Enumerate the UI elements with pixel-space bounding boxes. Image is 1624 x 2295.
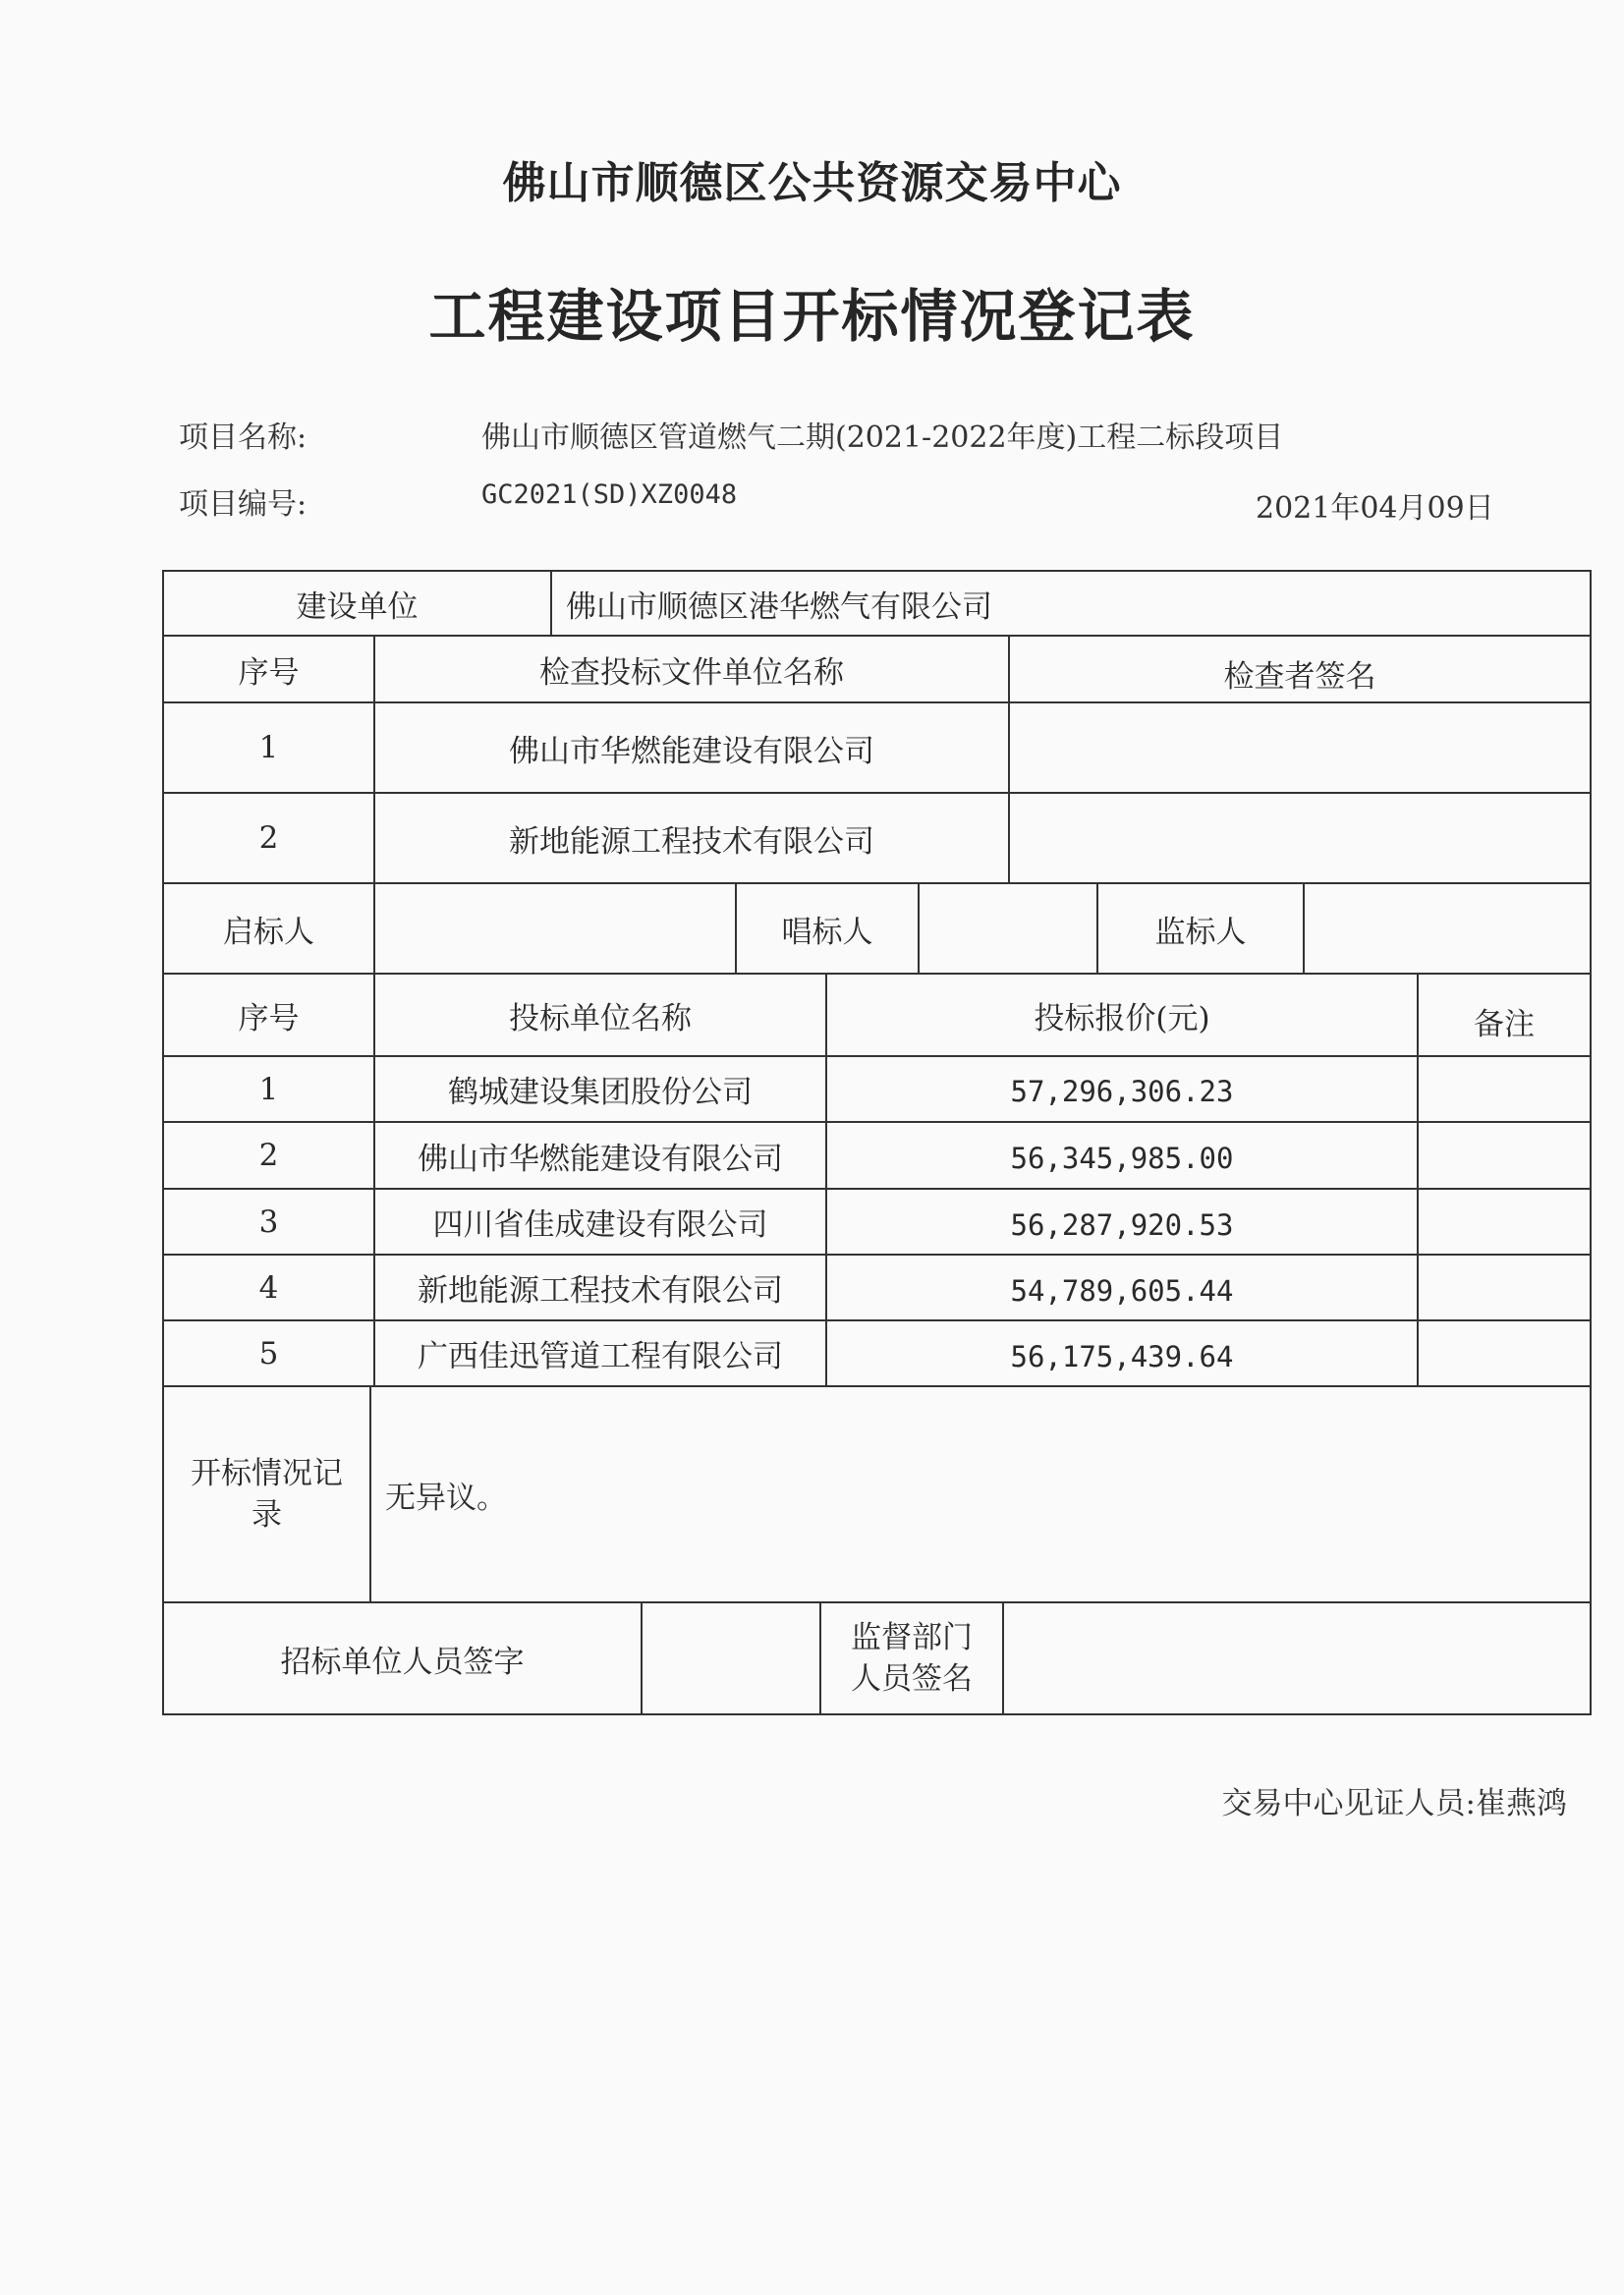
bid-row-price: 57,296,306.23	[1010, 1074, 1234, 1108]
supervisor-label: 监标人	[1154, 914, 1247, 950]
bid-row-price: 56,287,920.53	[1010, 1207, 1234, 1242]
record-value: 无异议。	[385, 1480, 507, 1516]
bid-row-unit: 佛山市华燃能建设有限公司	[418, 1141, 783, 1177]
owner-label: 建设单位	[296, 588, 419, 625]
tenderer-sign-value	[643, 1603, 819, 1713]
bid-row-unit: 广西佳迅管道工程有限公司	[418, 1339, 783, 1374]
organization-title: 佛山市顺德区公共资源交易中心	[502, 158, 1122, 208]
bid-row-price: 56,345,985.00	[1010, 1142, 1234, 1175]
bid-remark-header: 备注	[1474, 1006, 1535, 1042]
announcer-label: 唱标人	[781, 914, 873, 950]
check-row-seq: 2	[258, 820, 279, 856]
check-row-unit: 新地能源工程技术有限公司	[509, 823, 874, 860]
document-title: 工程建设项目开标情况登记表	[428, 283, 1196, 350]
check-unit-header: 检查投标文件单位名称	[539, 654, 844, 691]
project-number: GC2021(SD)XZ0048	[481, 479, 738, 510]
supervision-label-line2: 人员签名	[851, 1661, 973, 1697]
supervision-sign-value	[1004, 1603, 1590, 1713]
bid-row-price: 56,175,439.64	[1010, 1339, 1234, 1373]
project-name-label: 项目名称:	[179, 420, 308, 455]
bid-row-seq: 2	[258, 1138, 279, 1173]
bid-row-seq: 4	[258, 1269, 279, 1306]
project-number-label: 项目编号:	[179, 487, 308, 522]
bid-unit-header: 投标单位名称	[509, 1000, 692, 1036]
opener-value	[375, 884, 735, 973]
bid-row-seq: 3	[258, 1203, 279, 1240]
bid-price-header: 投标报价(元)	[1034, 1000, 1210, 1036]
check-row-unit: 佛山市华燃能建设有限公司	[509, 733, 874, 769]
bid-row-seq: 1	[258, 1071, 279, 1107]
bid-row-price: 54,789,605.44	[1010, 1273, 1234, 1308]
check-row-seq: 1	[258, 730, 279, 765]
bid-row-unit: 四川省佳成建设有限公司	[432, 1207, 768, 1243]
check-row-signature	[1010, 794, 1590, 882]
record-label-line1: 开标情况记	[191, 1456, 343, 1491]
record-label-line2: 录	[252, 1497, 282, 1533]
opener-label: 启标人	[223, 914, 314, 950]
supervision-sign-label	[821, 1603, 1002, 1713]
record-label	[164, 1387, 369, 1601]
supervision-label-line1: 监督部门	[851, 1620, 973, 1655]
bid-row-seq: 5	[258, 1335, 279, 1371]
announcer-value	[920, 884, 1096, 973]
bid-row-unit: 鹤城建设集团股份公司	[448, 1075, 753, 1110]
check-signer-header: 检查者签名	[1223, 658, 1376, 695]
project-name: 佛山市顺德区管道燃气二期(2021-2022年度)工程二标段项目	[481, 420, 1284, 455]
project-date: 2021年04月09日	[1256, 491, 1494, 526]
bid-seq-header: 序号	[238, 1000, 300, 1036]
check-row-signature	[1010, 703, 1590, 792]
owner-value: 佛山市顺德区港华燃气有限公司	[566, 588, 992, 625]
supervisor-value	[1305, 884, 1590, 973]
tenderer-sign-label: 招标单位人员签字	[280, 1644, 525, 1680]
witness-line: 交易中心见证人员:崔燕鸿	[1221, 1786, 1567, 1821]
bid-row-unit: 新地能源工程技术有限公司	[418, 1273, 783, 1309]
check-seq-header: 序号	[238, 654, 300, 691]
